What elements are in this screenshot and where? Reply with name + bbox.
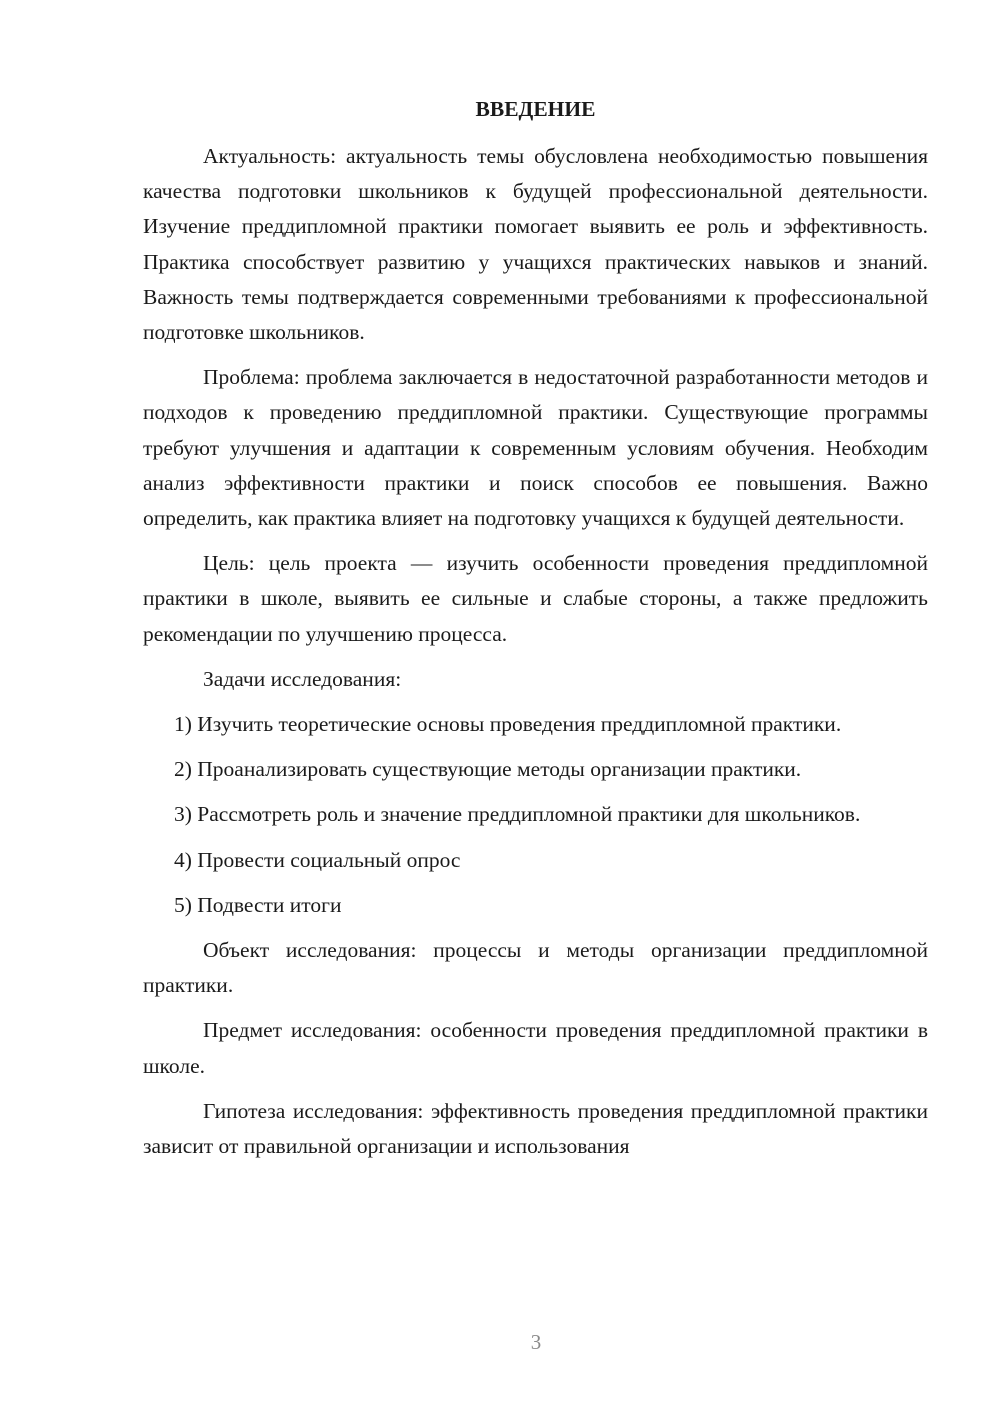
task-item-1: 1) Изучить теоретические основы проведения преддипломной практики. [174, 712, 842, 737]
paragraph-subject: Предмет исследования: особенности проведения преддипломной практики в школе. [143, 1018, 928, 1078]
task-item-2: 2) Проанализировать существующие методы организации практики. [174, 757, 802, 782]
paragraph-problem: Проблема: проблема заключается в недостаточной разработанности методов и подходов к проведению преддипломной практики. Существующие программы требуют улучшения и адаптации к современным условиям обучения. Необходим анализ эффективности практики и поиск способов ее повышения. Важно определить, как практика влияет на подготовку учащихся к будущей деятельности. [143, 365, 928, 531]
page-number: 3 [530, 1330, 542, 1354]
task-item-3: 3) Рассмотреть роль и значение преддипломной практики для школьников. [174, 802, 861, 827]
section-title: ВВЕДЕНИЕ [475, 97, 596, 121]
task-item-4: 4) Провести социальный опрос [174, 847, 461, 872]
document-page [143, 92, 928, 1174]
paragraph-object: Объект исследования: процессы и методы организации преддипломной практики. [143, 938, 928, 998]
paragraph-relevance: Актуальность: актуальность темы обусловлена необходимостью повышения качества подготовки школьников к будущей профессиональной деятельности. Изучение преддипломной практики помогает выявить ее роль и эффективность. Практика способствует развитию у учащихся практических навыков и знаний. Важность темы подтверждается современными требованиями к профессиональной подготовке школьников. [143, 144, 928, 345]
task-item-5: 5) Подвести итоги [174, 892, 342, 917]
paragraph-hypothesis: Гипотеза исследования: эффективность проведения преддипломной практики зависит от правильной организации и использования [143, 1098, 928, 1159]
paragraph-goal: Цель: цель проекта — изучить особенности проведения преддипломной практики в школе, выявить ее сильные и слабые стороны, а также предложить рекомендации по улучшению процесса. [143, 551, 928, 646]
paragraph-tasks-heading: Задачи исследования: [203, 666, 402, 691]
